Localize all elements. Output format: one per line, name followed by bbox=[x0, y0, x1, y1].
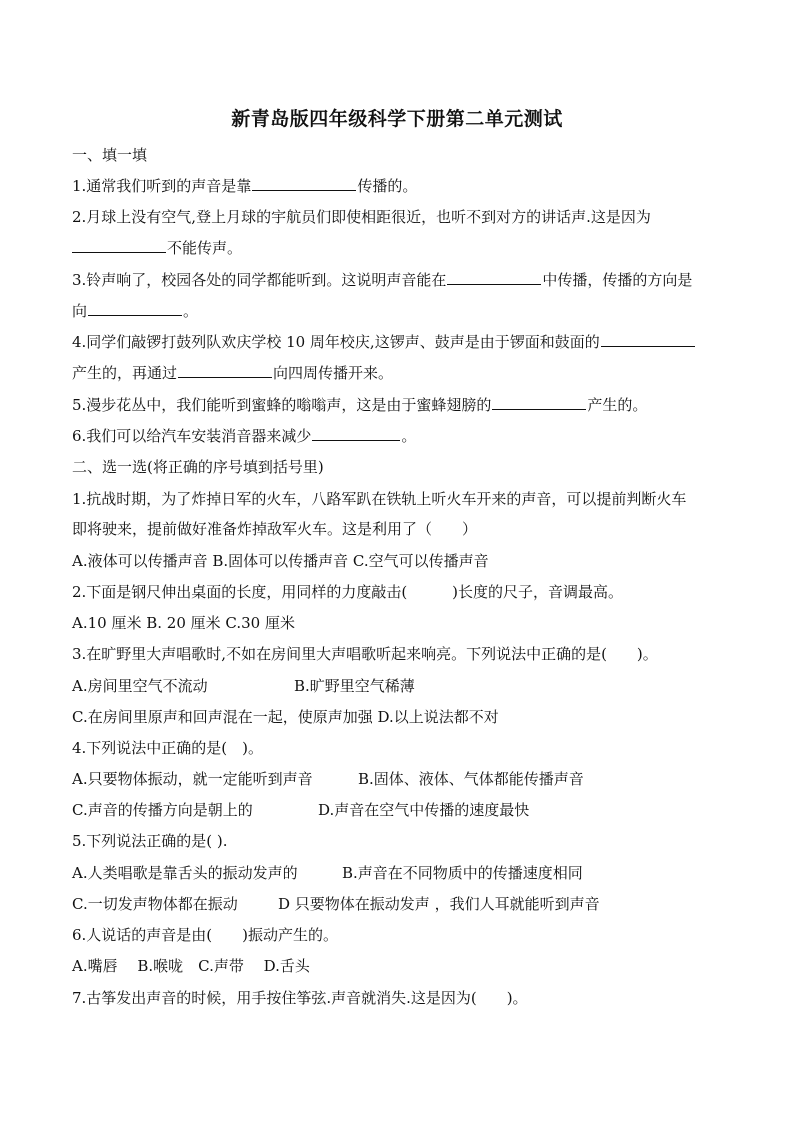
question-2-4-options-ab bbox=[72, 769, 732, 789]
question-2-5-options-cd bbox=[72, 894, 732, 914]
question-text: 产生的，再通过 bbox=[72, 364, 178, 382]
section-heading-fill-in: 一、填一填 bbox=[72, 146, 148, 164]
question-1-4-line-1 bbox=[72, 332, 732, 352]
question-1-2-line-1: 2.月球上没有空气,登上月球的宇航员们即使相距很近，也听不到对方的讲话声.这是因为 bbox=[72, 208, 651, 226]
option-a: A.只要物体振动，就一定能听到声音 bbox=[72, 770, 313, 788]
answer-blank[interactable] bbox=[178, 363, 272, 378]
option-b: B.固体、液体、气体都能传播声音 bbox=[358, 770, 584, 788]
option-b: B.旷野里空气稀薄 bbox=[294, 677, 415, 695]
question-2-4: 4.下列说法中正确的是( )。 bbox=[72, 739, 264, 757]
question-text: 1.通常我们听到的声音是靠 bbox=[72, 177, 252, 195]
answer-blank[interactable] bbox=[88, 301, 182, 316]
question-2-2: 2.下面是钢尺伸出桌面的长度，用同样的力度敲击( )长度的尺子，音调最高。 bbox=[72, 583, 624, 601]
question-text: 向四周传播开来。 bbox=[273, 364, 394, 382]
question-1-3-line-1 bbox=[72, 270, 732, 290]
option-a: A.人类唱歌是靠舌头的振动发声的 bbox=[72, 864, 298, 882]
option-c: C.一切发声物体都在振动 bbox=[72, 895, 238, 913]
question-2-5: 5.下列说法正确的是( ). bbox=[72, 832, 228, 850]
question-2-6: 6.人说话的声音是由( )振动产生的。 bbox=[72, 926, 339, 944]
question-text: 。 bbox=[401, 427, 417, 445]
question-text: 5.漫步花丛中，我们能听到蜜蜂的嗡嗡声，这是由于蜜蜂翅膀的 bbox=[72, 396, 492, 414]
page-title: 新青岛版四年级科学下册第二单元测试 bbox=[231, 108, 563, 130]
question-2-3-options-ab bbox=[72, 676, 732, 696]
answer-blank[interactable] bbox=[312, 426, 400, 441]
answer-blank[interactable] bbox=[492, 395, 586, 410]
question-text: 6.我们可以给汽车安装消音器来减少 bbox=[72, 427, 312, 445]
option-a: A.房间里空气不流动 bbox=[72, 677, 208, 695]
question-2-3: 3.在旷野里大声唱歌时,不如在房间里大声唱歌听起来响亮。下列说法中正确的是( )。 bbox=[72, 645, 658, 663]
question-2-4-options-cd bbox=[72, 800, 732, 820]
question-1-1 bbox=[72, 176, 732, 196]
answer-blank[interactable] bbox=[72, 238, 166, 253]
answer-blank[interactable] bbox=[601, 332, 695, 347]
question-2-1-line-1: 1.抗战时期，为了炸掉日军的火车，八路军趴在铁轨上听火车开来的声音，可以提前判断火车 bbox=[72, 490, 687, 508]
question-2-2-options: A.10 厘米 B. 20 厘米 C.30 厘米 bbox=[72, 614, 295, 632]
question-2-3-options-cd: C.在房间里原声和回声混在一起，使原声加强 D.以上说法都不对 bbox=[72, 708, 499, 726]
question-2-5-options-ab bbox=[72, 863, 732, 883]
question-1-2-line-2 bbox=[72, 238, 732, 258]
question-1-3-line-2 bbox=[72, 301, 732, 321]
option-d: D 只要物体在振动发声 ，我们人耳就能听到声音 bbox=[278, 895, 600, 913]
question-1-5 bbox=[72, 395, 732, 415]
section-heading-multiple-choice: 二、选一选(将正确的序号填到括号里) bbox=[72, 458, 324, 476]
question-text: 4.同学们敲锣打鼓列队欢庆学校 10 周年校庆,这锣声、鼓声是由于锣面和鼓面的 bbox=[72, 333, 600, 351]
question-text: 中传播，传播的方向是 bbox=[542, 271, 693, 289]
question-1-6 bbox=[72, 426, 732, 446]
option-b: B.声音在不同物质中的传播速度相同 bbox=[342, 864, 583, 882]
question-text: 不能传声。 bbox=[167, 239, 243, 257]
answer-blank[interactable] bbox=[252, 176, 356, 191]
option-c: C.声音的传播方向是朝上的 bbox=[72, 801, 253, 819]
question-text: 传播的。 bbox=[357, 177, 418, 195]
question-2-1-line-2: 即将驶来，提前做好准备炸掉敌军火车。这是利用了（ ） bbox=[72, 520, 478, 538]
answer-blank[interactable] bbox=[447, 270, 541, 285]
question-2-6-options: A.嘴唇 B.喉咙 C.声带 D.舌头 bbox=[72, 957, 310, 975]
question-text: 向 bbox=[72, 302, 88, 320]
question-text: 产生的。 bbox=[587, 396, 648, 414]
question-2-1-options: A.液体可以传播声音 B.固体可以传播声音 C.空气可以传播声音 bbox=[72, 552, 489, 570]
question-text: 。 bbox=[183, 302, 199, 320]
question-text: 3.铃声响了，校园各处的同学都能听到。这说明声音能在 bbox=[72, 271, 447, 289]
option-d: D.声音在空气中传播的速度最快 bbox=[318, 801, 530, 819]
question-1-4-line-2 bbox=[72, 363, 732, 383]
question-2-7: 7.古筝发出声音的时候，用手按住筝弦.声音就消失.这是因为( )。 bbox=[72, 989, 528, 1007]
